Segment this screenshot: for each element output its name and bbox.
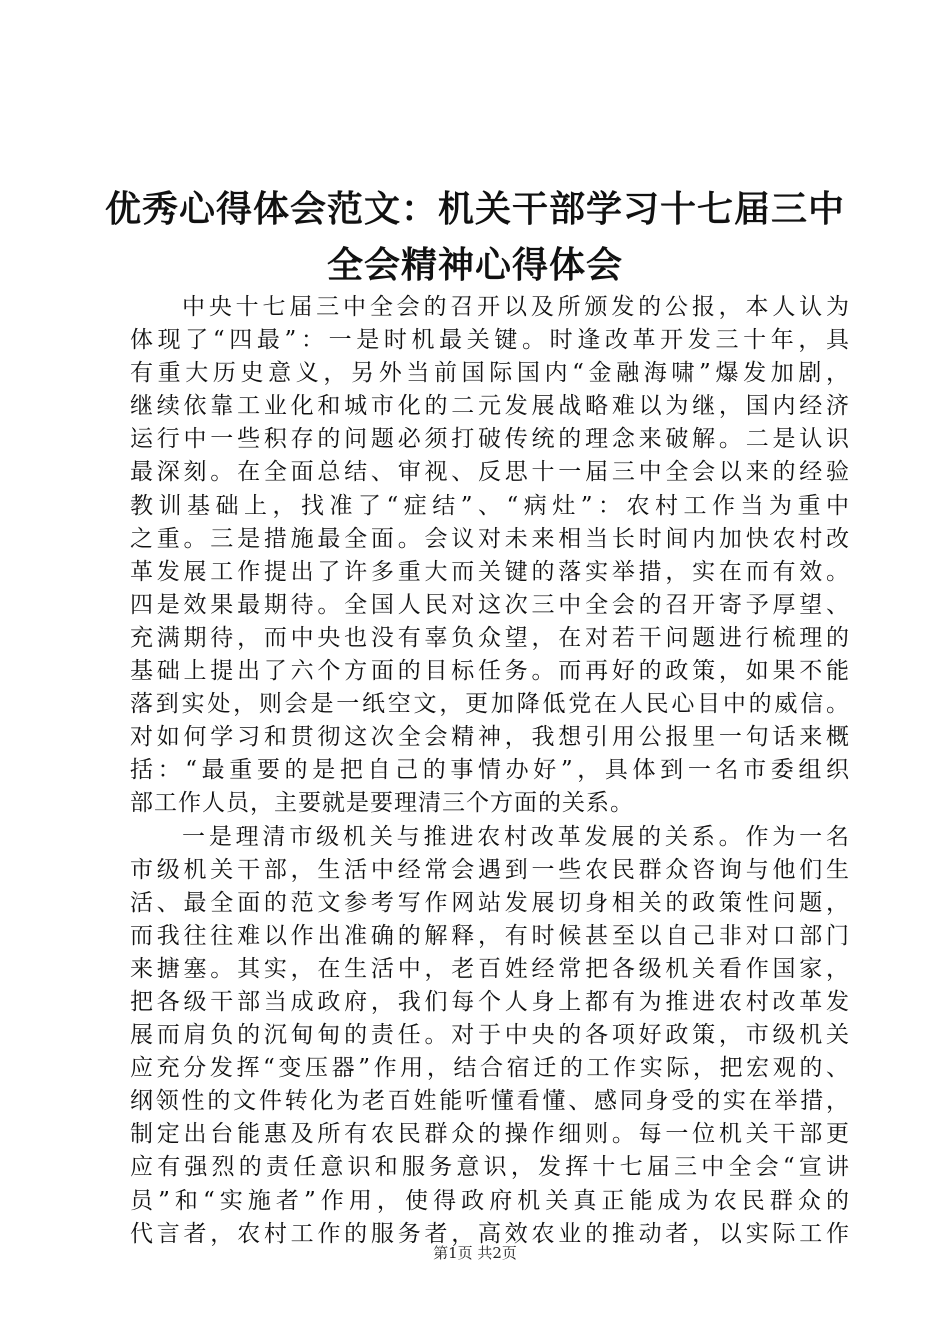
- paragraph-2: [130, 821, 850, 1251]
- paragraph-line: 应充分发挥“变压器”作用，结合宿迁的工作实际，把宏观的、: [130, 1055, 850, 1082]
- paragraph-line: 充满期待，而中央也没有辜负众望，在对若干问题进行梳理的: [130, 624, 850, 651]
- paragraph-line: 最深刻。在全面总结、审视、反思十一届三中全会以来的经验: [130, 459, 850, 486]
- paragraph-line: 展而肩负的沉甸甸的责任。对于中央的各项好政策，市级机关: [130, 1022, 850, 1049]
- paragraph-line: 之重。三是措施最全面。会议对未来相当长时间内加快农村改: [130, 525, 850, 552]
- paragraph-line: 部工作人员，主要就是要理清三个方面的关系。: [130, 790, 634, 817]
- paragraph-line: 教训基础上，找准了“症结”、“病灶”：农村工作当为重中: [130, 492, 850, 519]
- paragraph-line: 运行中一些积存的问题必须打破传统的理念来破解。二是认识: [130, 426, 850, 453]
- paragraph-line: 体现了“四最”：一是时机最关键。时逢改革开发三十年，具: [130, 327, 850, 354]
- paragraph-line: 代言者，农村工作的服务者，高效农业的推动者，以实际工作: [130, 1220, 850, 1247]
- paragraph-line: 四是效果最期待。全国人民对这次三中全会的召开寄予厚望、: [130, 591, 850, 618]
- paragraph-line: 制定出台能惠及所有农民群众的操作细则。每一位机关干部更: [130, 1121, 850, 1148]
- paragraph-1: [130, 291, 850, 821]
- paragraph-line: 括：“最重要的是把自己的事情办好”，具体到一名市委组织: [130, 757, 850, 784]
- page-number-footer: 第1页 共2页: [433, 1244, 517, 1262]
- paragraph-line: 继续依靠工业化和城市化的二元发展战略难以为继，国内经济: [130, 393, 850, 420]
- document-title-line-1: 优秀心得体会范文：机关干部学习十七届三中: [104, 189, 845, 230]
- paragraph-line: 而我往往难以作出准确的解释，有时候甚至以自己非对口部门: [130, 922, 850, 949]
- paragraph-line: 一是理清市级机关与推进农村改革发展的关系。作为一名: [182, 823, 850, 850]
- paragraph-line: 落到实处，则会是一纸空文，更加降低党在人民心目中的威信。: [130, 691, 850, 718]
- paragraph-line: 来搪塞。其实，在生活中，老百姓经常把各级机关看作国家，: [130, 955, 850, 982]
- paragraph-line: 活、最全面的范文参考写作网站发展切身相关的政策性问题，: [130, 889, 850, 916]
- paragraph-line: 把各级干部当成政府，我们每个人身上都有为推进农村改革发: [130, 988, 850, 1015]
- paragraph-line: 中央十七届三中全会的召开以及所颁发的公报，本人认为: [182, 294, 850, 320]
- paragraph-line: 员”和“实施者”作用，使得政府机关真正能成为农民群众的: [130, 1187, 850, 1214]
- paragraph-line: 市级机关干部，生活中经常会遇到一些农民群众咨询与他们生: [130, 856, 850, 883]
- paragraph-line: 应有强烈的责任意识和服务意识，发挥十七届三中全会“宣讲: [130, 1154, 850, 1181]
- paragraph-line: 基础上提出了六个方面的目标任务。而再好的政策，如果不能: [130, 658, 850, 685]
- paragraph-line: 革发展工作提出了许多重大而关键的落实举措，实在而有效。: [130, 558, 850, 585]
- paragraph-line: 纲领性的文件转化为老百姓能听懂看懂、感同身受的实在举措，: [130, 1088, 850, 1115]
- document-body: [130, 291, 850, 1251]
- paragraph-line: 有重大历史意义，另外当前国际国内“金融海啸”爆发加剧，: [130, 360, 850, 387]
- document-title-line-2: 全会精神心得体会: [326, 245, 623, 286]
- paragraph-line: 对如何学习和贯彻这次全会精神，我想引用公报里一句话来概: [130, 724, 850, 751]
